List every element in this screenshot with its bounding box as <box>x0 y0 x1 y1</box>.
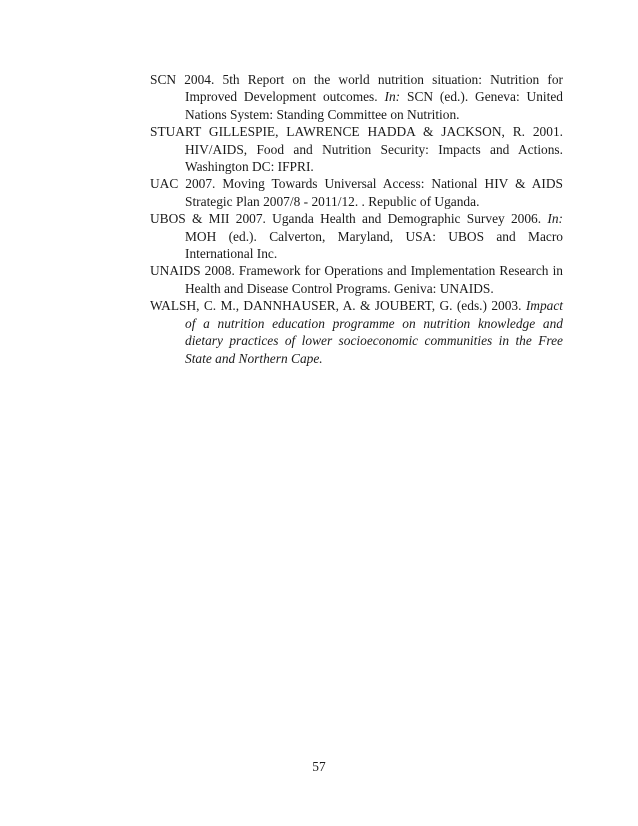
reference-text: WALSH, C. M., DANNHAUSER, A. & JOUBERT, G. (eds.) 2003. <box>150 298 526 314</box>
page-number: 57 <box>312 759 326 774</box>
reference-entry <box>150 71 563 123</box>
reference-text: SCN 2004. 5th Report on the world nutrition situation: Nutrition for Improved Development outcomes. <box>150 72 563 105</box>
reference-entry <box>150 123 563 175</box>
reference-entry <box>150 262 563 297</box>
reference-entry <box>150 297 563 367</box>
reference-list <box>150 71 563 367</box>
reference-text-italic: In: <box>384 89 401 105</box>
reference-entry <box>150 175 563 210</box>
reference-text: SCN (ed.). Geneva: United Nations System: Standing Committee on Nutrition. <box>185 89 563 122</box>
reference-entry <box>150 210 563 262</box>
reference-text: MOH (ed.). Calverton, Maryland, USA: UBOS and Macro International Inc. <box>185 228 563 262</box>
reference-text: STUART GILLESPIE, LAWRENCE HADDA & JACKSON, R. 2001. HIV/AIDS, Food and Nutrition Security: Impacts and Actions. Washington DC: IFPRI. <box>150 124 563 175</box>
reference-text: UAC 2007. Moving Towards Universal Access: National HIV & AIDS Strategic Plan 2007/8 - 2011/12. . Republic of Uganda. <box>150 176 563 209</box>
reference-text: UBOS & MII 2007. Uganda Health and Demographic Survey 2006. <box>150 211 548 227</box>
reference-text: UNAIDS 2008. Framework for Operations and Implementation Research in Health and Disease Control Programs. Geniva: UNAIDS. <box>150 263 563 296</box>
reference-text-italic: Impact of a nutrition education programme on nutrition knowledge and dietary practices of lower socioeconomic communities in the Free State and Northern Cape. <box>185 298 563 366</box>
reference-text-italic: In: <box>547 211 563 227</box>
